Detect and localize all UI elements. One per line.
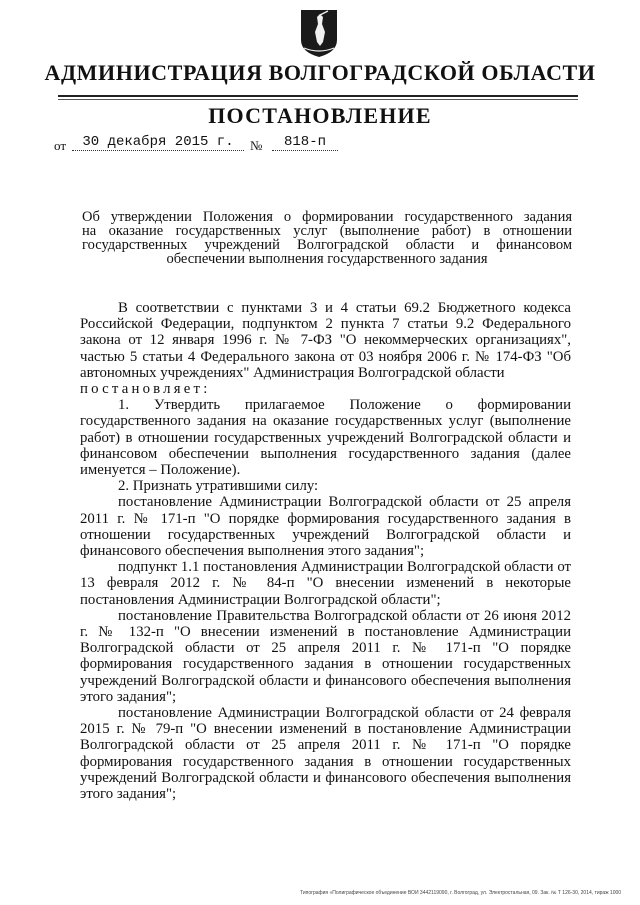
item-2-paragraph: 2. Признать утратившими силу: bbox=[118, 478, 319, 495]
subject-line: государственных учреждений Волгоградской области и финансовом bbox=[82, 237, 572, 253]
header-divider bbox=[58, 95, 578, 97]
repealed-act-paragraph: постановление Администрации Волгоградской области от 24 февраля 2015 г. № 79-п "О внесении изменений в постановление Администрации Волгоградской области от 25 апреля 2011 г. № 171-п "О порядке формирования государственного задания в отношении государственных учреждений Волгоградской области и финансового обеспечения выполнения этого задания"; bbox=[80, 705, 571, 803]
document-type: ПОСТАНОВЛЕНИЕ bbox=[208, 103, 432, 128]
number-label: № bbox=[250, 138, 263, 153]
volgograd-coat-of-arms-icon bbox=[298, 8, 340, 58]
document-subject bbox=[82, 210, 572, 266]
subject-line: на оказание государственных услуг (выполнение работ) в отношении bbox=[82, 223, 572, 239]
subject-line: обеспечении выполнения государственного задания bbox=[166, 251, 488, 267]
item-1-paragraph: 1. Утвердить прилагаемое Положение о формировании государственного задания на оказание государственных услуг (выполнение работ) в отношении государственных учреждений Волгоградской области и финансовом обеспечении выполнения государственного задания (далее именуется – Положение). bbox=[80, 397, 571, 479]
preamble-paragraph: В соответствии с пунктами 3 и 4 статьи 69.2 Бюджетного кодекса Российской Федерации, подпунктом 2 пункта 7 статьи 9.2 Федерального закона от 12 января 1996 г. № 7-ФЗ "О некоммерческих организациях", частью 5 статьи 4 Федерального закона от 03 ноября 2006 г. № 174-ФЗ "Об автономных учреждениях" Администрация Волгоградской области bbox=[80, 300, 571, 381]
decree-word: постановляет: bbox=[80, 381, 211, 398]
print-imprint: Типография «Полиграфическое объединение ВОИ 3442119090, г. Волгоград, ул. Электростальная, 09. Зак. № Т 126-30, 2014, тираж 1000 bbox=[300, 890, 622, 896]
header-divider-thin bbox=[58, 99, 578, 100]
document-body bbox=[80, 300, 571, 802]
subject-line: Об утверждении Положения о формировании государственного задания bbox=[82, 209, 572, 225]
organization-title: АДМИНИСТРАЦИЯ ВОЛГОГРАДСКОЙ ОБЛАСТИ bbox=[44, 60, 596, 85]
document-date: 30 декабря 2015 г. bbox=[72, 134, 244, 151]
repealed-act-paragraph: постановление Правительства Волгоградской области от 26 июня 2012 г. № 132-п "О внесении изменений в постановление Администрации Волгоградской области от 25 апреля 2011 г. № 171-п "О порядке формирования государственного задания в отношении государственных учреждений Волгоградской области и финансового обеспечения выполнения этого задания"; bbox=[80, 607, 571, 705]
document-number: 818-п bbox=[272, 134, 338, 151]
repealed-act-paragraph: подпункт 1.1 постановления Администрации Волгоградской области от 13 февраля 2012 г. № 84-п "О внесении изменений в некоторые постановления Администрации Волгоградской области"; bbox=[80, 559, 571, 608]
repealed-act-paragraph: постановление Администрации Волгоградской области от 25 апреля 2011 г. № 171-п "О порядке формирования государственного задания в отношении государственных учреждений Волгоградской области и финансового обеспечения выполнения этого задания"; bbox=[80, 494, 571, 560]
date-from-label: от bbox=[54, 138, 67, 153]
